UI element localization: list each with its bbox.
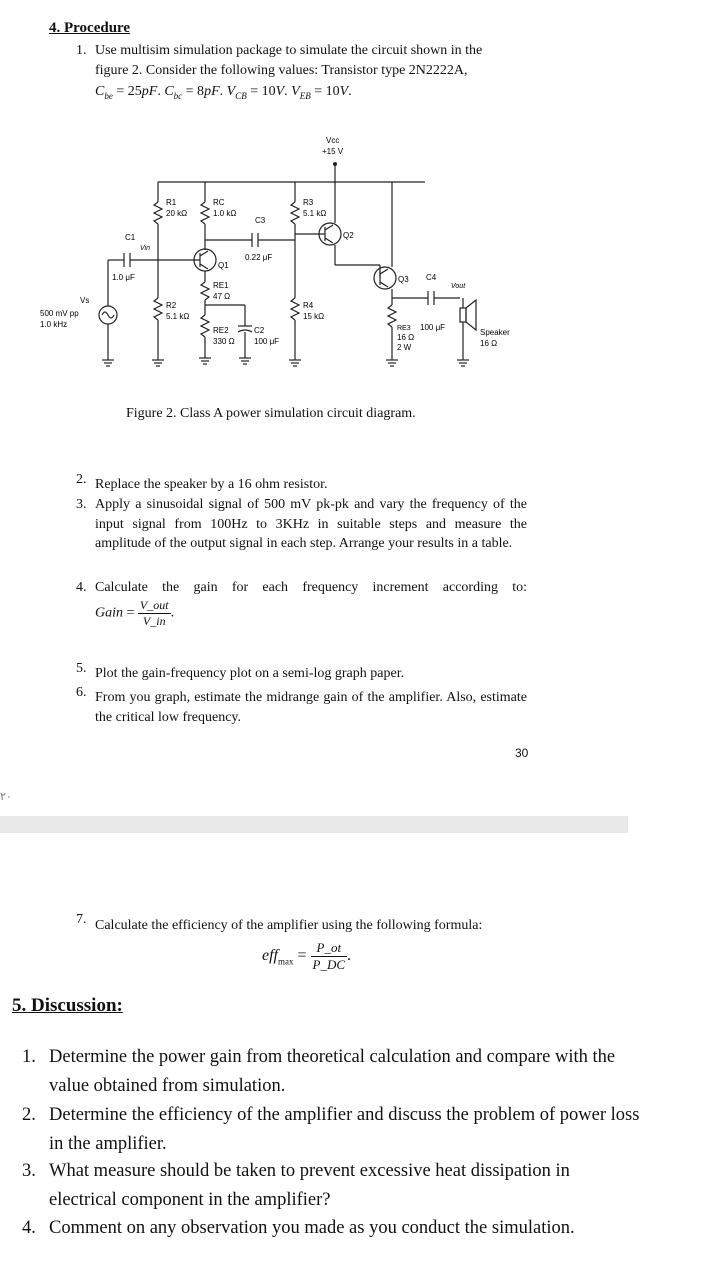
vout-label: Vout — [451, 283, 466, 290]
efficiency-denominator: P_DC — [312, 957, 346, 972]
c4-value: 100 μF — [420, 323, 446, 332]
gain-lhs: Gain — [95, 605, 123, 621]
q3-label: Q3 — [398, 275, 409, 284]
re1-label: RE1 — [213, 281, 229, 290]
c3-label: C3 — [255, 216, 266, 225]
r3-label: R3 — [303, 198, 314, 207]
discussion-1-number: 1. — [22, 1047, 36, 1067]
discussion-3-number: 3. — [22, 1161, 36, 1181]
rc-value: 1.0 kΩ — [213, 209, 237, 218]
step-7-text: Calculate the efficiency of the amplifier using the following formula: — [95, 918, 483, 933]
discussion-2-text: Determine the efficiency of the amplifier and discuss the problem of power loss in the amplifier. — [49, 1105, 640, 1154]
discussion-2-number: 2. — [22, 1105, 36, 1125]
re1-value: 47 Ω — [213, 292, 231, 301]
re3-value: 16 Ω — [397, 333, 415, 342]
step-4-text: Calculate the gain for each frequency increment according to: — [95, 580, 527, 595]
c4-label: C4 — [426, 273, 437, 282]
r2-label: R2 — [166, 301, 177, 310]
step-4-number: 4. — [76, 580, 87, 595]
discussion-3-text: What measure should be taken to prevent excessive heat dissipation in electrical component in the amplifier? — [49, 1161, 570, 1210]
re3-power: 2 W — [397, 343, 412, 352]
c1-label: C1 — [125, 233, 136, 242]
re3-label: RE3 — [397, 325, 411, 332]
procedure-heading: 4. Procedure — [49, 20, 131, 36]
c3-value: 0.22 μF — [245, 253, 273, 262]
source-label: Vs — [80, 296, 90, 305]
c2-value: 100 μF — [254, 337, 280, 346]
vcc-label: Vcc — [326, 136, 340, 145]
step-2-text: Replace the speaker by a 16 ohm resistor. — [95, 477, 328, 492]
r4-label: R4 — [303, 301, 314, 310]
c2-label: C2 — [254, 326, 265, 335]
q1-label: Q1 — [218, 261, 229, 270]
step-3-number: 3. — [76, 497, 87, 512]
vin-label: Vin — [140, 245, 150, 252]
discussion-heading: 5. Discussion: — [12, 995, 123, 1016]
step-1-text — [95, 41, 535, 80]
r1-value: 20 kΩ — [166, 209, 188, 218]
r4-value: 15 kΩ — [303, 312, 325, 321]
rc-label: RC — [213, 198, 225, 207]
r3-value: 5.1 kΩ — [303, 209, 327, 218]
step-2-number: 2. — [76, 472, 87, 487]
step-1-line-1: Use multisim simulation package to simulate the circuit shown in the — [95, 43, 483, 58]
gain-denominator: V_in — [142, 614, 166, 628]
r2-value: 5.1 kΩ — [166, 312, 190, 321]
r1-label: R1 — [166, 198, 177, 207]
step-5-number: 5. — [76, 661, 87, 676]
step-5-text: Plot the gain-frequency plot on a semi-log graph paper. — [95, 666, 405, 681]
step-1-line-2: figure 2. Consider the following values: Transistor type 2N2222A, — [95, 62, 468, 78]
circuit-diagram — [40, 130, 540, 395]
gain-numerator: V_out — [139, 598, 169, 612]
efficiency-formula: eff$_{max}$ = $\frac{P\_ot}{P\_DC}$ . — [262, 940, 352, 972]
efficiency-lhs-sub: max — [278, 956, 294, 967]
figure-caption: Figure 2. Class A power simulation circuit diagram. — [126, 406, 416, 421]
step-3-text: Apply a sinusoidal signal of 500 mV pk-pk and vary the frequency of the input signal from 100Hz to 3KHz in suitable steps and measure the amplitude of the output signal in each step. Arrange your results in a table. — [95, 497, 527, 551]
re2-label: RE2 — [213, 326, 229, 335]
speaker-value: 16 Ω — [480, 339, 498, 348]
step-1-number: 1. — [76, 43, 87, 58]
discussion-4-text: Comment on any observation you made as you conduct the simulation. — [49, 1218, 575, 1238]
source-frequency: 1.0 kHz — [40, 320, 68, 329]
step-6-number: 6. — [76, 685, 87, 700]
margin-mark: ٢٠ — [0, 791, 12, 803]
discussion-4-number: 4. — [22, 1218, 36, 1238]
source-value: 500 mV pp — [40, 309, 79, 318]
q2-label: Q2 — [343, 231, 354, 240]
step-1-params: $C_{be} = 25pF$. $C_{bc} = 8pF$. $V_{CB} = 10V$. $V_{EB} = 10V$. — [95, 84, 352, 101]
c1-value: 1.0 μF — [112, 273, 135, 282]
efficiency-numerator: P_ot — [311, 940, 348, 957]
step-6-text: From you graph, estimate the midrange gain of the amplifier. Also, estimate the critical low frequency. — [95, 690, 527, 725]
step-7-number: 7. — [76, 912, 87, 927]
page-number: 30 — [515, 746, 529, 760]
efficiency-lhs: eff — [262, 947, 278, 965]
discussion-1-text: Determine the power gain from theoretical calculation and compare with the value obtained from simulation. — [49, 1047, 616, 1096]
page-separator — [0, 816, 628, 833]
gain-formula: Gain = $\frac{\text{V\_out}}{V\_in}$ . — [95, 598, 175, 628]
speaker-label: Speaker — [480, 328, 510, 337]
vcc-value: +15 V — [322, 147, 344, 156]
re2-value: 330 Ω — [213, 337, 235, 346]
